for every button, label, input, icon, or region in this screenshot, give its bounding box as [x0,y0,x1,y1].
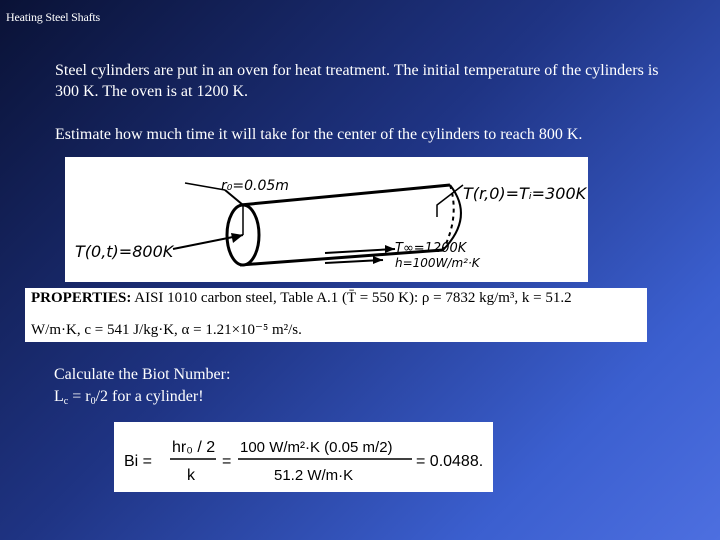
slide-title: Heating Steel Shafts [6,10,100,24]
biot-result: = 0.0488. [416,453,484,470]
r-subscript: 0 [90,396,96,407]
cylinder-drawing [65,157,588,282]
properties-line-2: W/m·K, c = 541 J/kg·K, α = 1.21×10⁻⁵ m²/s. [31,322,302,338]
lc-subscript: c [63,396,69,407]
h-label: h=100W/m²·K [395,256,480,270]
fraction-2-denominator: 51.2 W/m·K [274,467,354,484]
fraction-1-numerator: hr₀ / 2 [172,439,216,456]
equals-sign: = [222,453,232,470]
lc-symbol: L [54,388,64,405]
radius-label: r₀=0.05m [221,178,289,194]
fraction-2-numerator: 100 W/m²·K (0.05 m/2) [240,439,393,456]
initial-temp-label: T(r,0)=Tᵢ=300K [463,184,587,203]
calc-line-2 [54,386,230,413]
lc-middle: = r [68,388,91,405]
fraction-1-denominator: k [187,467,195,484]
bi-symbol: Bi = [124,453,153,470]
properties-line-1: AISI 1010 carbon steel, Table A.1 (T̄ = 550 K): ρ = 7832 kg/m³, k = 51.2 [134,290,572,306]
lc-suffix: /2 for a cylinder! [95,388,204,405]
cylinder-diagram [65,157,588,282]
oven-temp-label: T∞=1200K [395,241,467,256]
properties-panel [25,288,647,342]
biot-equation-drawing [114,422,493,492]
problem-statement: Steel cylinders are put in an oven for heat treatment. The initial temperature of the cylinders is 300 K. The oven is at 1200 K. [55,62,659,100]
calc-line-1: Calculate the Biot Number: [54,366,231,383]
calculation-text [54,364,230,413]
question-statement: Estimate how much time it will take for the center of the cylinders to reach 800 K. [55,126,583,143]
biot-equation [114,422,493,492]
properties-heading: PROPERTIES: [31,290,132,306]
center-temp-label: T(0,t)=800K [75,242,174,261]
